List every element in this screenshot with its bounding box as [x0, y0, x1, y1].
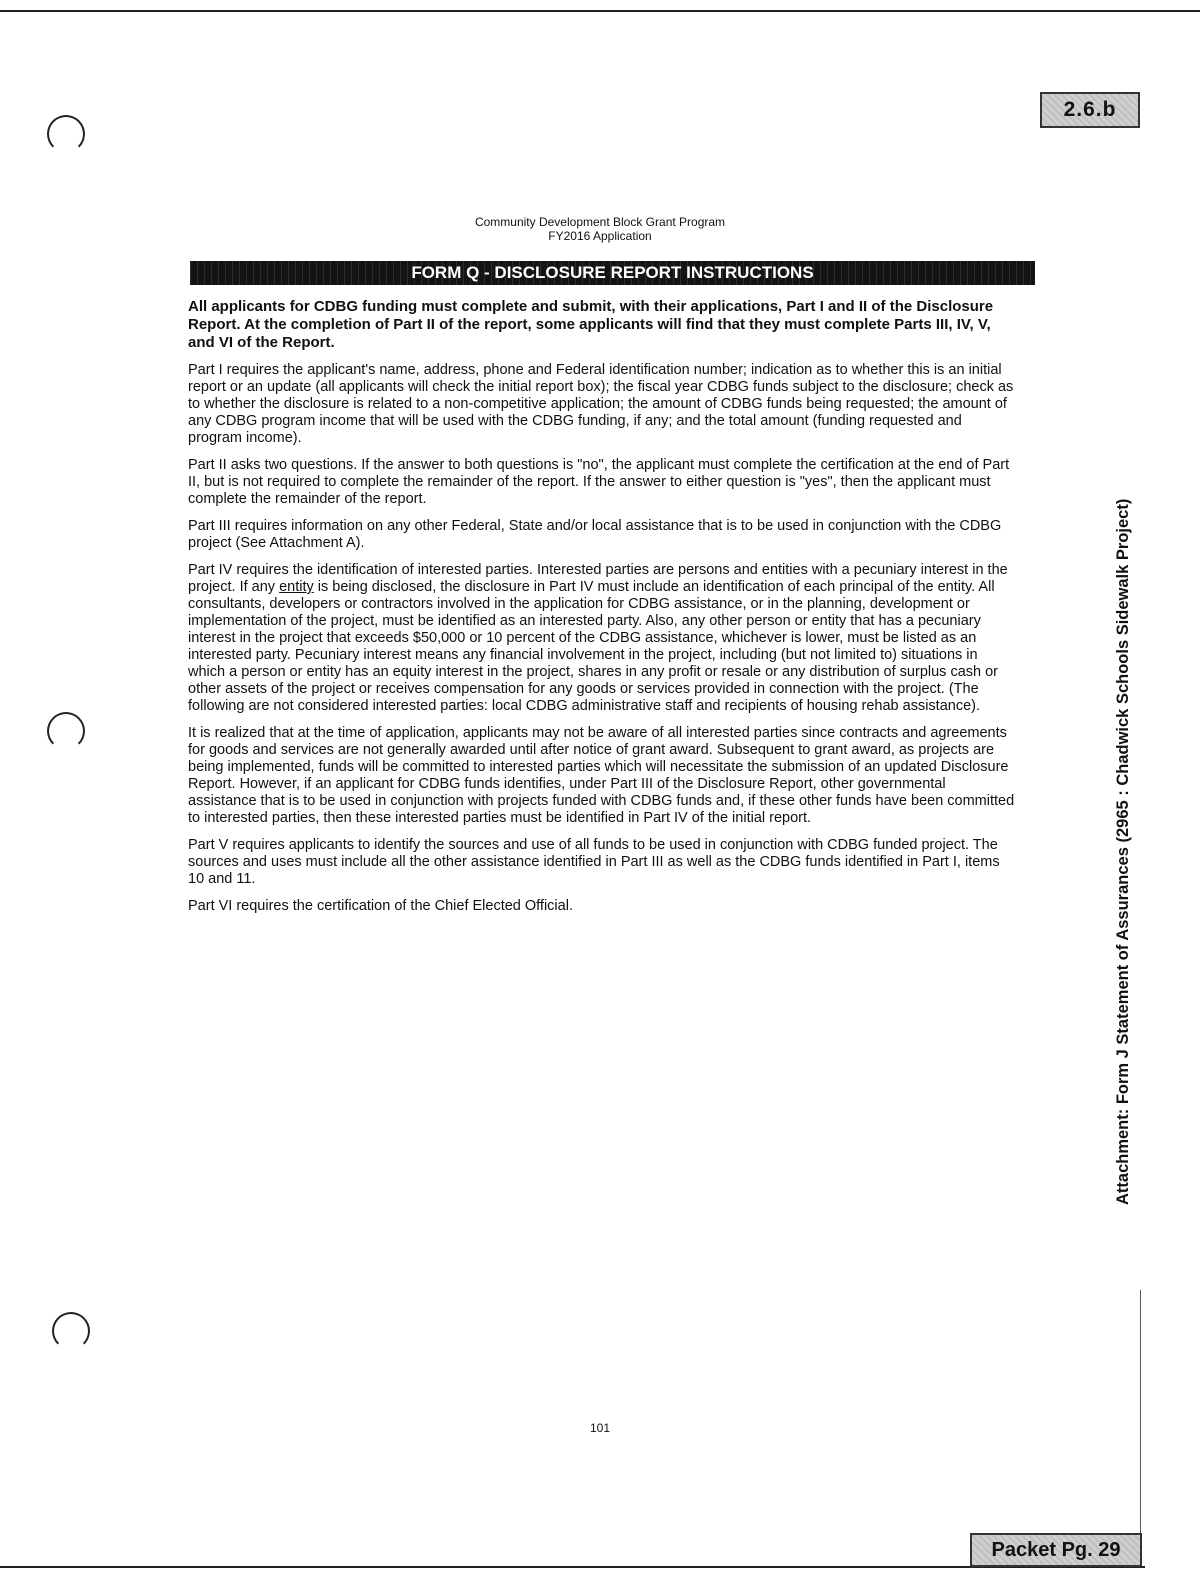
intro-paragraph: All applicants for CDBG funding must complete and submit, with their applications, Part I and II of the Disclosure Report. At the completion of Part II of the report, some applicants will find that they must complete Parts III, IV, V, and VI of the Report. — [188, 298, 994, 351]
margin-line — [1140, 1290, 1141, 1560]
form-title-banner — [190, 261, 1035, 285]
top-rule — [0, 10, 1200, 12]
attachment-caption: Attachment: Form J Statement of Assurances (2965 : Chadwick Schools Sidewalk Project) — [1114, 498, 1132, 1205]
binder-hole-icon — [52, 1312, 90, 1350]
part5-paragraph: Part V requires applicants to identify the sources and use of all funds to be used in conjunction with CDBG funded project. The sources and uses must include all the other assistance identified in Part III as well as the CDBG funds identified in Part I, items 10 and 11. — [188, 837, 1000, 887]
program-header: Community Development Block Grant Program — [474, 215, 726, 229]
binder-hole-icon — [47, 712, 85, 750]
item-number-tag: 2.6.b — [1040, 92, 1140, 128]
page-number: 101 — [589, 1421, 611, 1435]
application-header: FY2016 Application — [548, 229, 652, 243]
part4-paragraph — [188, 562, 1018, 715]
packet-page-tag: Packet Pg. 29 — [970, 1533, 1142, 1567]
part4-text-b: is being disclosed, the disclosure in Part IV must include an identification of each principal of the entity. All consultants, developers or contractors involved in the application for CDBG assistance, or in the planning, development or implementation of the project, must be identified as an interested party. Also, any other person or entity that has a pecuniary interest in the project that exceeds $50,000 or 10 percent of the CDBG assistance, whichever is lower, must be listed as an interested party. Pecuniary interest means any financial involvement in the project, including (but not limited to) situations in which a person or entity has an equity interest in the project, shares in any profit or resale or any distribution of surplus cash or other assets of the project or receives compensation for any goods or services provided in connection with the project. (The following are not considered interested parties: local CDBG administrative staff and recipients of housing rehab assistance). — [188, 579, 999, 714]
form-title: FORM Q - DISCLOSURE REPORT INSTRUCTIONS — [411, 263, 814, 282]
entity-underlined: entity — [279, 579, 314, 595]
part6-paragraph: Part VI requires the certification of the Chief Elected Official. — [188, 898, 573, 914]
part2-paragraph: Part II asks two questions. If the answer to both questions is "no", the applicant must complete the certification at the end of Part II, but is not required to complete the remainder of the report. If the answer to either question is "yes", then the applicant must complete the remainder of the report. — [188, 457, 1010, 507]
instructions-body — [188, 298, 1018, 925]
binder-hole-icon — [47, 115, 85, 153]
part1-paragraph: Part I requires the applicant's name, address, phone and Federal identification number; indication as to whether this is an initial report or an update (all applicants will check the initial report box); the fiscal year CDBG funds subject to the disclosure; check as to whether the disclosure is related to a non-competitive application; the amount of CDBG funds being requested; the amount of any CDBG program income that will be used with the CDBG funding, if any; and the total amount (funding requested and program income). — [188, 362, 1014, 446]
part3-paragraph: Part III requires information on any other Federal, State and/or local assistance that is to be used in conjunction with the CDBG project (See Attachment A). — [188, 518, 1002, 551]
part4-text-a: Part IV requires the identification of interested parties. Interested parties are persons and entities with a pecuniary interest in the project. If any — [188, 562, 1008, 595]
realized-paragraph: It is realized that at the time of application, applicants may not be aware of all interested parties since contracts and agreements for goods and services are not generally awarded until after notice of grant award. Subsequent to grant award, as projects are being implemented, funds will be committed to interested parties which will necessitate the submission of an updated Disclosure Report. However, if an applicant for CDBG funds identifies, under Part III of the Disclosure Report, other governmental assistance that is to be used in conjunction with projects funded with CDBG funds and, if these other funds have been committed to interested parties, then these interested parties must be identified in Part IV of the initial report. — [188, 725, 1015, 826]
